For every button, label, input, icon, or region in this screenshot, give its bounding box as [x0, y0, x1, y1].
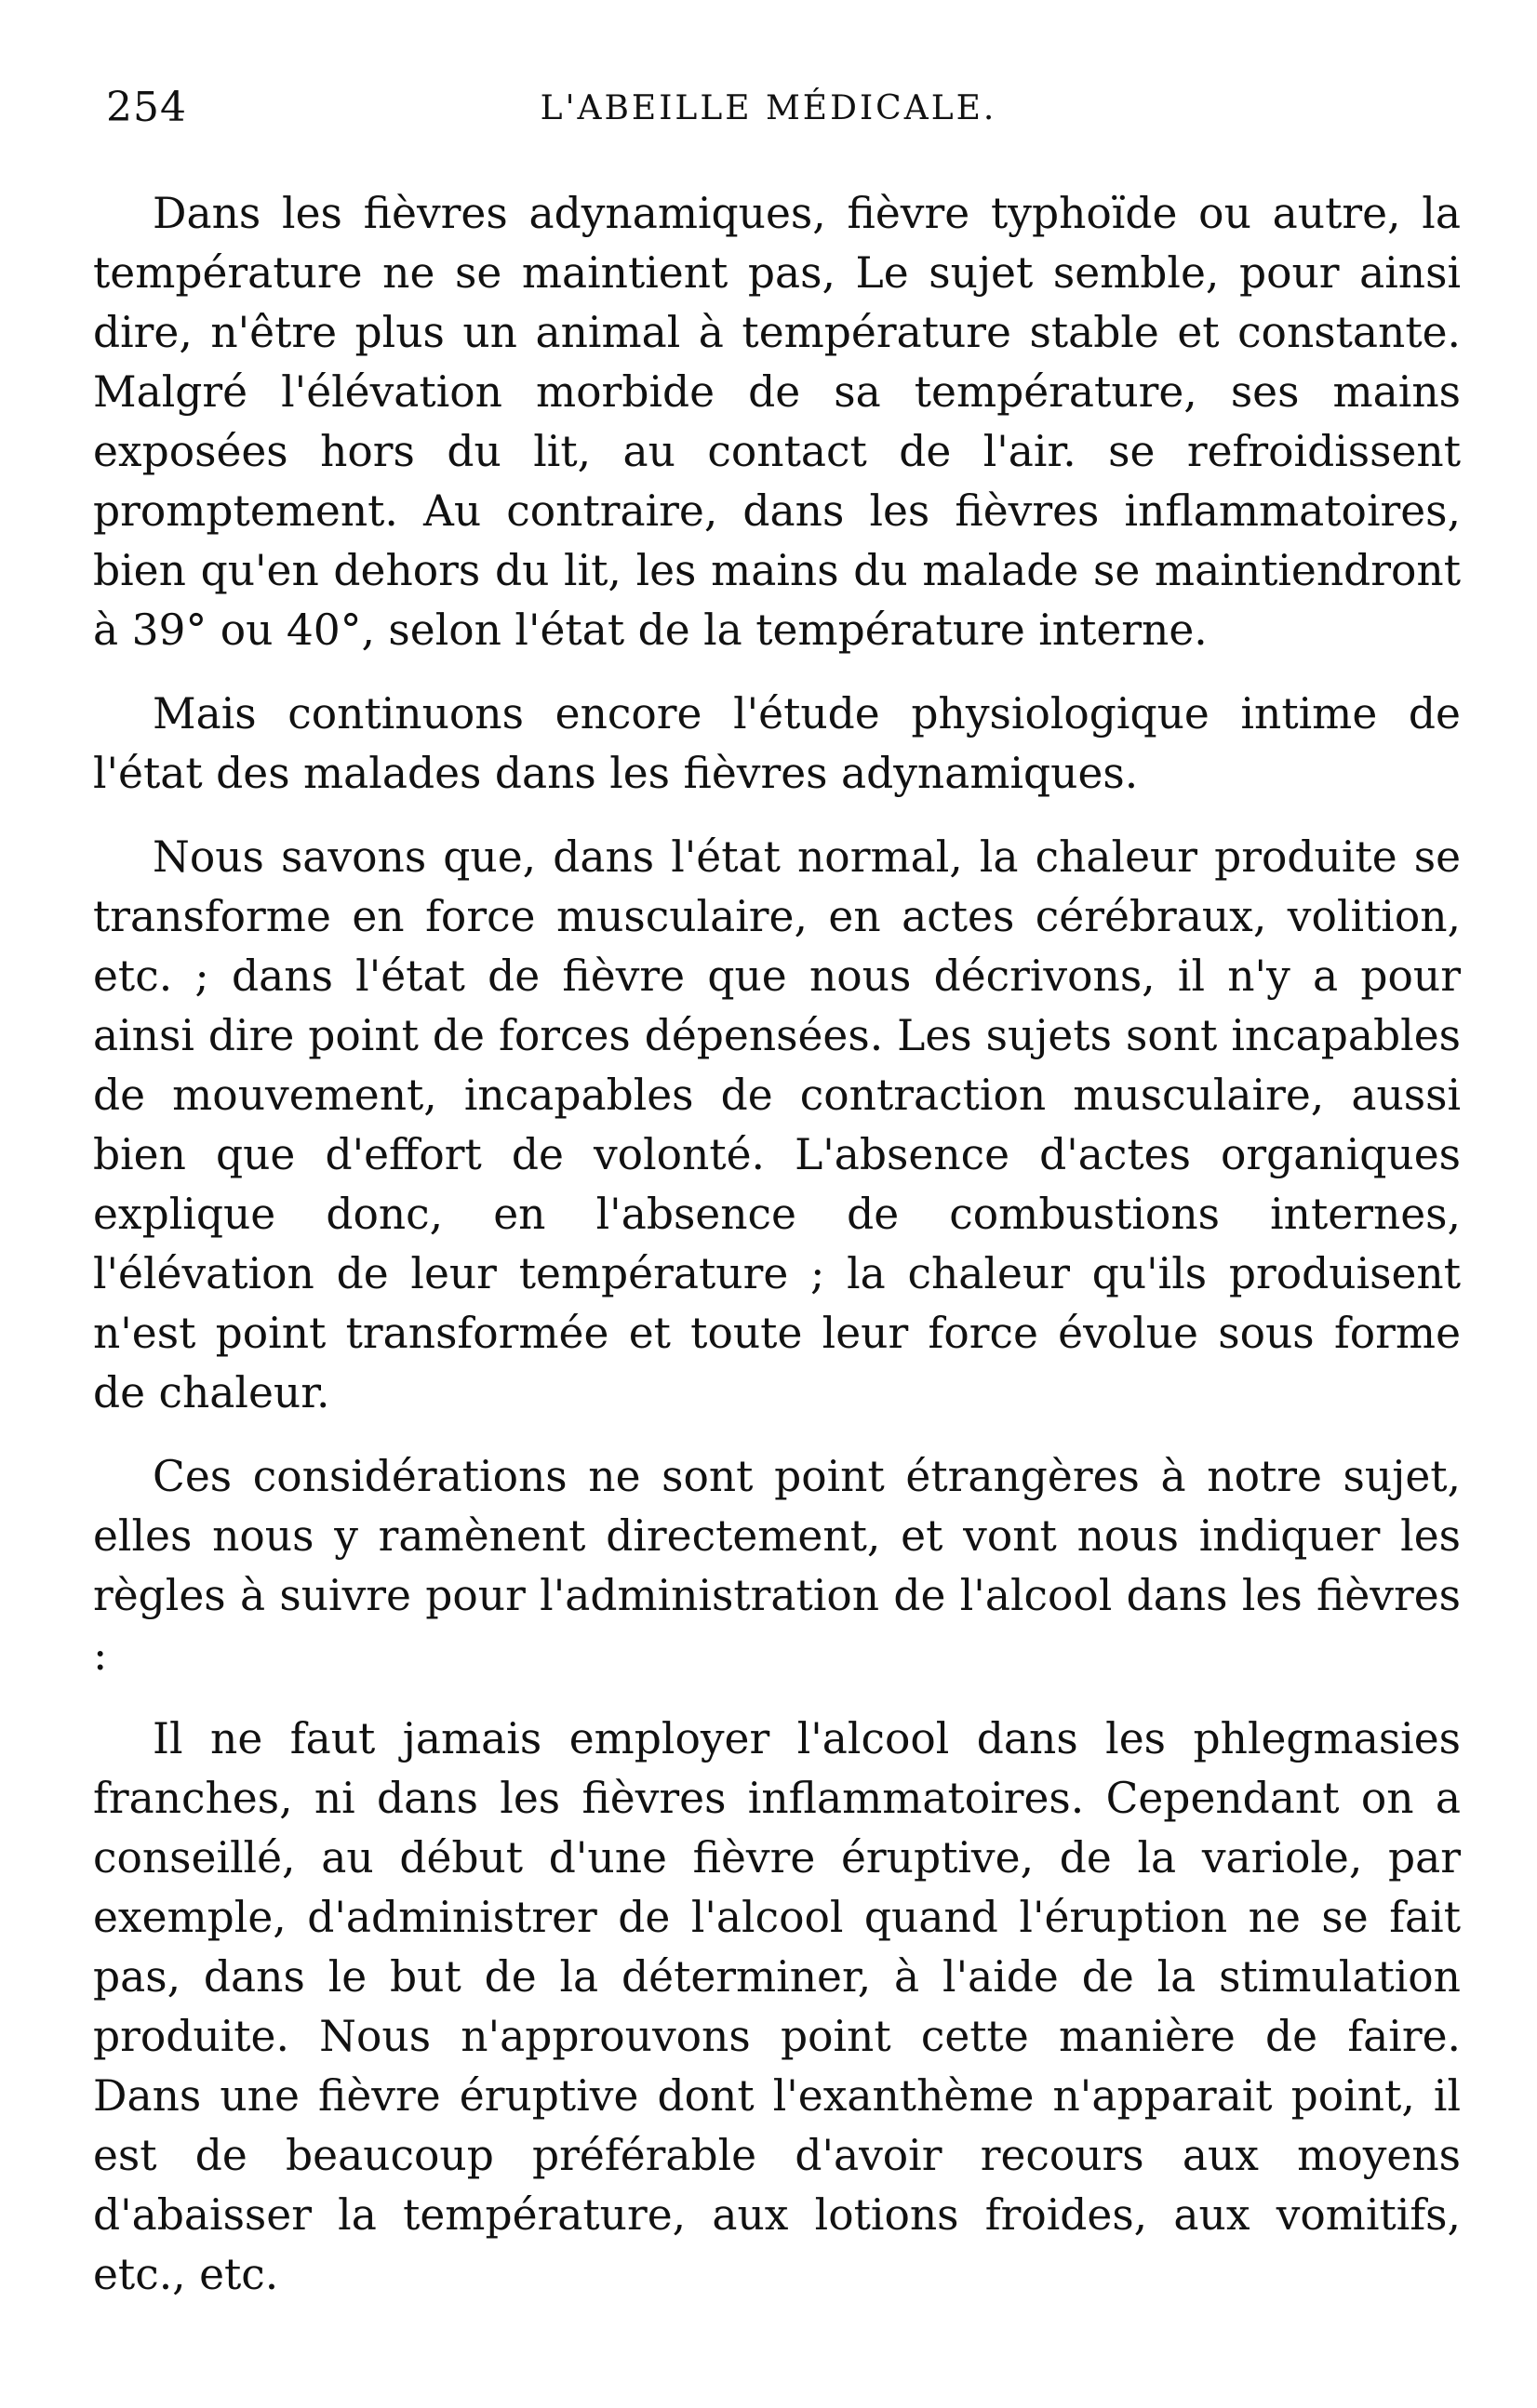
running-title: L'ABEILLE MÉDICALE. [540, 89, 997, 127]
paragraph: Il ne faut jamais employer l'alcool dans les phlegmasies franches, ni dans les fièvres inflammatoires. Cependant on a conseillé, au début d'une fièvre éruptive, de la variole, par exemple, d'administrer de l'alcool quand l'éruption ne se fait pas, dans le but de la déterminer, à l'aide de la stimulation produite. Nous n'approuvons point cette manière de faire. Dans une fièvre éruptive dont l'exanthème n'apparait point, il est de beaucoup préférable d'avoir recours aux moyens d'abaisser la température, aux lotions froides, aux vomitifs, etc., etc. [93, 1714, 1461, 2299]
paragraph: Nous savons que, dans l'état normal, la chaleur produite se transforme en force musculaire, en actes cérébraux, volition, etc. ; dans l'état de fièvre que nous décrivons, il n'y a pour ainsi dire point de forces dépensées. Les sujets sont incapables de mouvement, incapables de contraction musculaire, aussi bien que d'effort de volonté. L'absence d'actes organiques explique donc, en l'absence de combustions internes, l'élévation de leur température ; la chaleur qu'ils produisent n'est point transformée et toute leur force évolue sous forme de chaleur. [93, 832, 1461, 1417]
paragraph: Mais continuons encore l'étude physiologique intime de l'état des malades dans les fièvres adynamiques. [93, 689, 1461, 798]
body-text [93, 184, 1461, 2305]
page-number: 254 [106, 84, 187, 131]
paragraph: Dans les fièvres adynamiques, fièvre typhoïde ou autre, la température ne se maintient pas, Le sujet semble, pour ainsi dire, n'être plus un animal à température stable et constante. Malgré l'élévation morbide de sa température, ses mains exposées hors du lit, au contact de l'air. se refroidissent promptement. Au contraire, dans les fièvres inflammatoires, bien qu'en dehors du lit, les mains du malade se maintiendront à 39° ou 40°, selon l'état de la température interne. [93, 189, 1461, 655]
page-header [93, 84, 1444, 149]
paragraph: Ces considérations ne sont point étrangères à notre sujet, elles nous y ramènent directement, et vont nous indiquer les règles à suivre pour l'administration de l'alcool dans les fièvres : [93, 1452, 1461, 1680]
